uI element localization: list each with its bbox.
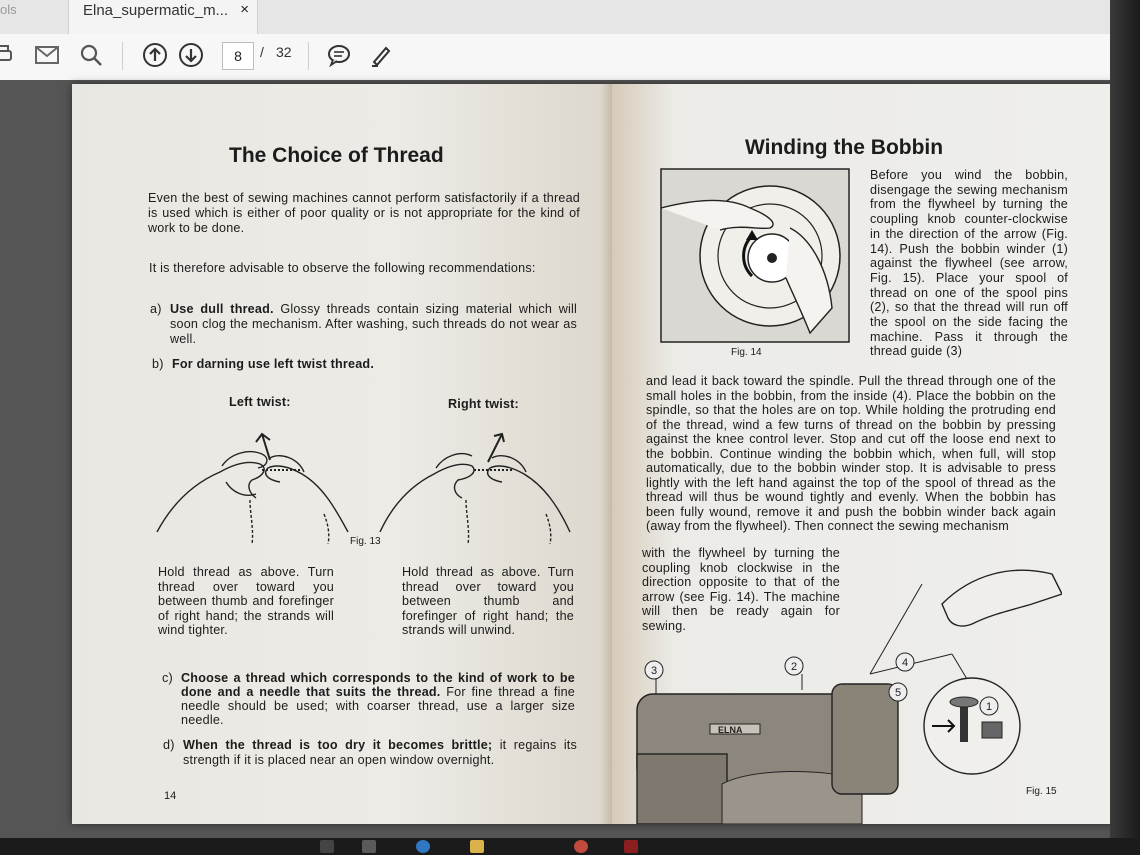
tab-title: Elna_supermatic_m... — [83, 2, 229, 19]
previous-tab-stub[interactable]: ols — [0, 2, 17, 17]
pdf-toolbar — [0, 34, 1140, 81]
item-d-heading: When the thread is too dry it becomes brittle; — [183, 738, 493, 752]
search-icon[interactable] — [76, 40, 106, 70]
edge-browser-icon[interactable] — [416, 840, 430, 853]
page-title: Winding the Bobbin — [745, 136, 944, 159]
bobbin-instructions: and lead it back toward the spindle. Pull the thread through one of the small holes in the bobbin, from the inside (4). Place the bobbin on the spindle, so that the holes are on top. While holding the protruding end of the thread, wind a few turns of thread on the bobbin by pressing against the knee control lever. Stop and cut off the loose end next to the bobbin. Continue winding the bobbin which, when full, will stop automatically, due to the bobbin winder stop. It is advisable to press lightly with the left hand against the top of the spool of thread as the thread will thus be wound tightly and evenly. When the bobbin has been fully wound, remove it and push the bobbin winder back again (away from the flywheel). Then connect the sewing mechanism — [646, 374, 1056, 533]
coupling-knob-illustration — [660, 168, 850, 343]
item-b-marker: b) — [152, 357, 164, 371]
page-number: 14 — [164, 790, 177, 802]
monitor-bezel — [1110, 0, 1140, 855]
item-d — [183, 738, 577, 768]
page-title: The Choice of Thread — [229, 144, 444, 167]
close-tab-icon[interactable]: × — [240, 1, 249, 18]
item-a-text: Glossy threads contain sizing material which will soon clog the mechanism. After washing, such threads do not wear as well. — [170, 302, 578, 346]
previous-page-icon[interactable] — [140, 40, 170, 70]
callout-1: 1 — [985, 701, 993, 713]
comment-icon[interactable] — [324, 40, 354, 70]
left-twist-label: Left twist: — [229, 395, 291, 409]
toolbar-divider — [122, 42, 123, 70]
task-view-icon[interactable] — [320, 840, 334, 853]
item-c-marker: c) — [162, 671, 173, 685]
chrome-icon[interactable] — [574, 840, 588, 853]
taskbar-app-icon[interactable] — [362, 840, 376, 853]
file-explorer-icon[interactable] — [470, 840, 484, 853]
print-icon[interactable] — [0, 40, 18, 70]
advice-paragraph: It is therefore advisable to observe the following recommendations: — [149, 261, 536, 275]
document-viewport[interactable] — [0, 80, 1140, 840]
item-a-marker: a) — [150, 302, 162, 316]
fig-13-caption: Fig. 13 — [350, 536, 381, 547]
sewing-machine-illustration — [632, 554, 1062, 824]
right-page — [612, 84, 1124, 824]
right-twist-label: Right twist: — [448, 397, 519, 411]
item-c-heading: Choose a thread which corresponds to the kind of work to be done and a needle that suits the thread. — [181, 671, 575, 699]
page-number-input[interactable]: 8 — [222, 42, 254, 70]
thread-twist-illustration — [152, 414, 582, 544]
callout-3: 3 — [650, 665, 658, 677]
pdf-spread — [72, 84, 1124, 824]
item-c-text: For fine thread a fine needle should be used; with coarser thread, use a larger size needle. — [181, 685, 576, 727]
right-twist-instructions: Hold thread as above. Turn thread over toward you between thumb and forefinger of right hand; the strands will unwind. — [402, 565, 574, 637]
item-b-heading: For darning use left twist thread. — [172, 357, 375, 371]
page-separator: / — [260, 44, 264, 60]
left-twist-instructions: Hold thread as above. Turn thread over toward you between thumb and forefinger of right hand; the strands will wind tighter. — [158, 565, 334, 637]
bobbin-final-step: with the flywheel by turning the coupling knob clockwise in the direction opposite to that of the arrow (see Fig. 14). The machine will then be ready again for sewing. — [642, 546, 840, 633]
callout-2: 2 — [790, 661, 798, 673]
item-a — [170, 302, 577, 347]
taskbar — [0, 838, 1140, 855]
callout-4: 4 — [901, 657, 909, 669]
intro-paragraph: Even the best of sewing machines cannot perform satisfactorily if a thread is used which is either of poor quality or is not appropriate for the kind of work to be done. — [148, 191, 580, 235]
callout-5: 5 — [894, 687, 902, 699]
tab-bar — [0, 0, 1140, 35]
email-icon[interactable] — [32, 40, 62, 70]
fig-15-caption: Fig. 15 — [1026, 786, 1057, 797]
toolbar-divider — [308, 42, 309, 70]
document-tab[interactable] — [68, 0, 258, 34]
machine-brand: ELNA — [718, 725, 743, 735]
item-a-heading: Use dull thread. — [170, 302, 274, 316]
next-page-icon[interactable] — [176, 40, 206, 70]
draw-pen-icon[interactable] — [366, 40, 396, 70]
bobbin-intro-column: Before you wind the bobbin, disengage the sewing mechanism from the flywheel by turning the coupling knob counter-clockwise in the direction of the arrow (Fig. 14). Push the bobbin winder (1) against the flywheel (see arrow, Fig. 15). Place your spool of thread on one of the spool pins (2), so that the thread will run off the spool on the side facing the machine. Pass it through the thread guide (3) — [870, 168, 1068, 359]
item-d-marker: d) — [163, 738, 175, 752]
page-total: 32 — [276, 44, 292, 60]
fig-14-caption: Fig. 14 — [731, 347, 762, 358]
item-d-text: it regains its strength if it is placed near an open window overnight. — [183, 738, 578, 767]
left-page — [72, 84, 612, 824]
acrobat-reader-icon[interactable] — [624, 840, 638, 853]
item-c — [181, 671, 575, 727]
